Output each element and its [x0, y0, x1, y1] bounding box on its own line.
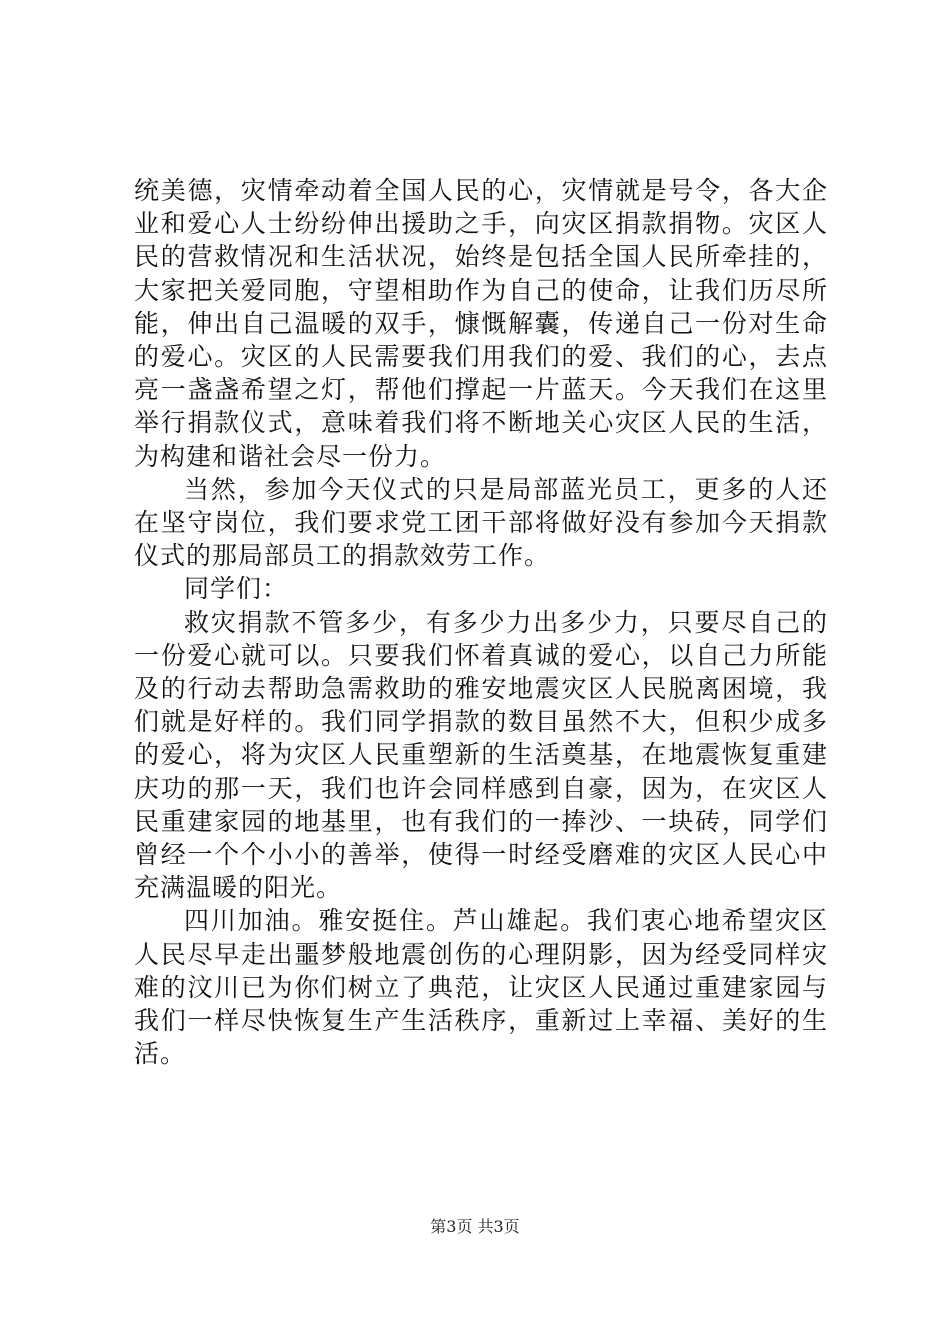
document-body	[134, 174, 828, 1070]
paragraph-salutation: 同学们：	[184, 574, 289, 604]
paragraph-staff-donation: 当然，参加今天仪式的只是局部蓝光员工，更多的人还在坚守岗位，我们要求党工团干部将做好没有参加今天捐款仪式的那局部员工的捐款效劳工作。	[134, 474, 828, 571]
page-footer: 第3页 共3页	[430, 1217, 520, 1236]
paragraph-continuation: 统美德，灾情牵动着全国人民的心，灾情就是号令，各大企业和爱心人士纷纷伸出援助之手，向灾区捐款捐物。灾区人民的营救情况和生活状况，始终是包括全国人民所牵挂的，大家把关爱同胞，守望相助作为自己的使命，让我们历尽所能，伸出自己温暖的双手，慷慨解囊，传递自己一份对生命的爱心。灾区的人民需要我们用我们的爱、我们的心，去点亮一盏盏希望之灯，帮他们撑起一片蓝天。今天我们在这里举行捐款仪式，意味着我们将不断地关心灾区人民的生活，为构建和谐社会尽一份力。	[134, 176, 828, 471]
paragraph-student-donation: 救灾捐款不管多少，有多少力出多少力，只要尽自己的一份爱心就可以。只要我们怀着真诚的爱心，以自己力所能及的行动去帮助急需救助的雅安地震灾区人民脱离困境，我们就是好样的。我们同学捐款的数目虽然不大，但积少成多的爱心，将为灾区人民重塑新的生活奠基，在地震恢复重建庆功的那一天，我们也许会同样感到自豪，因为，在灾区人民重建家园的地基里，也有我们的一捧沙、一块砖，同学们曾经一个个小小的善举，使得一时经受磨难的灾区人民心中充满温暖的阳光。	[134, 607, 828, 903]
paragraph-closing: 四川加油。雅安挺住。芦山雄起。我们衷心地希望灾区人民尽早走出噩梦般地震创伤的心理阴影，因为经受同样灾难的汶川已为你们树立了典范，让灾区人民通过重建家园与我们一样尽快恢复生产生活秩序，重新过上幸福、美好的生活。	[134, 906, 828, 1069]
